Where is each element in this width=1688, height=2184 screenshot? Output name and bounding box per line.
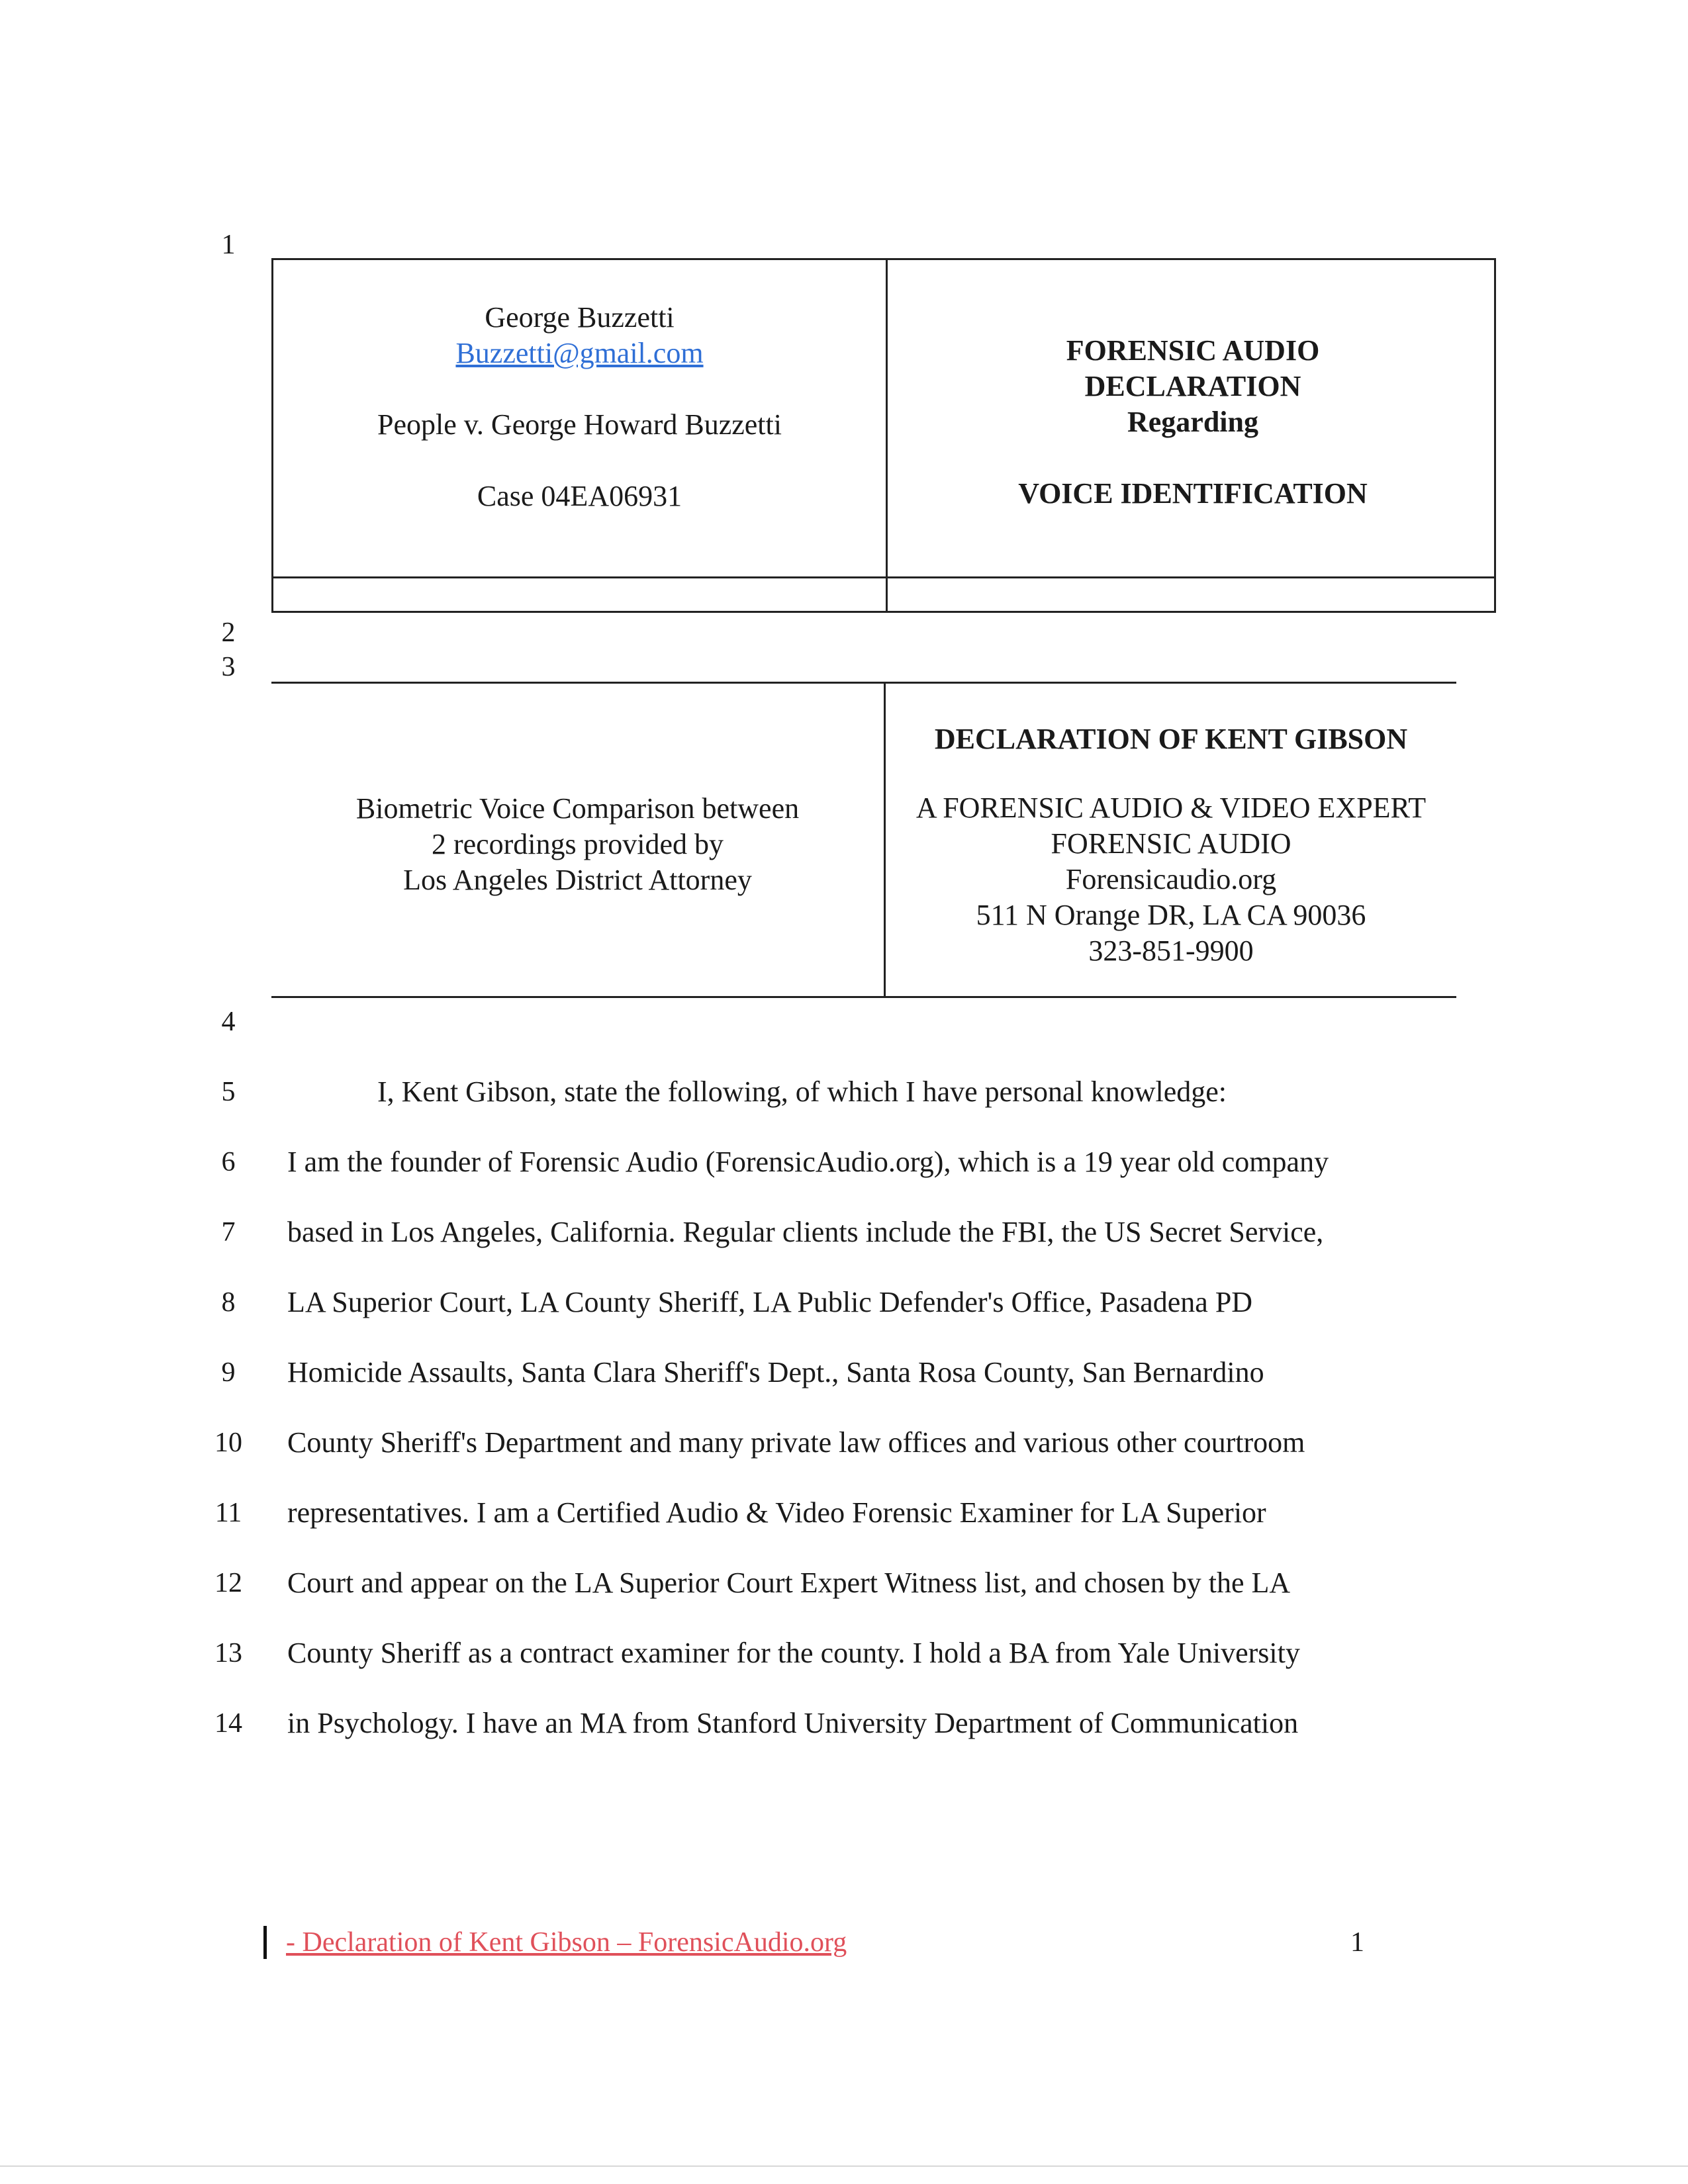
declarant-line: Forensicaudio.org xyxy=(1065,863,1277,895)
line-number: 1 xyxy=(221,230,236,260)
title-line: DECLARATION xyxy=(1084,370,1301,402)
line-number: 3 xyxy=(221,652,236,682)
declarant-line: A FORENSIC AUDIO & VIDEO EXPERT xyxy=(915,792,1427,824)
declarant-line: 511 N Orange DR, LA CA 90036 xyxy=(976,899,1366,931)
line-number: 8 xyxy=(221,1287,236,1318)
line-number: 9 xyxy=(221,1357,236,1388)
party-name: George Buzzetti xyxy=(485,301,675,334)
section-declarant xyxy=(886,721,1456,969)
line-number: 2 xyxy=(221,617,236,648)
footer-title-link[interactable]: - Declaration of Kent Gibson – ForensicAudio.org xyxy=(286,1927,847,1958)
case-number: Case 04EA06931 xyxy=(477,480,682,512)
section-subject xyxy=(271,791,884,898)
line-number: 4 xyxy=(221,1007,236,1037)
body-line: based in Los Angeles, California. Regular clients include the FBI, the US Secret Service, xyxy=(287,1216,1324,1248)
body-line: County Sheriff's Department and many private law offices and various other courtroom xyxy=(287,1426,1305,1459)
title-line: Regarding xyxy=(1127,406,1258,438)
declaration-heading: DECLARATION OF KENT GIBSON xyxy=(934,723,1408,755)
line-number: 7 xyxy=(221,1217,236,1248)
body-line: in Psychology. I have an MA from Stanford University Department of Communication xyxy=(287,1707,1299,1739)
caption-party-info xyxy=(273,300,886,514)
page-number: 1 xyxy=(1350,1927,1364,1958)
title-line: FORENSIC AUDIO xyxy=(1066,334,1320,367)
line-number: 10 xyxy=(214,1428,242,1458)
email-link[interactable]: Buzzetti@gmail.com xyxy=(455,337,704,369)
subject-line: 2 recordings provided by xyxy=(431,828,724,860)
line-number: 14 xyxy=(214,1708,242,1739)
subject-line: Biometric Voice Comparison between xyxy=(355,792,800,825)
caption-document-title xyxy=(888,333,1498,512)
body-line: Court and appear on the LA Superior Court Expert Witness list, and chosen by the LA xyxy=(287,1567,1291,1599)
line-number: 13 xyxy=(214,1638,242,1668)
line-number: 12 xyxy=(214,1568,242,1598)
line-number: 11 xyxy=(214,1498,242,1528)
body-line: County Sheriff as a contract examiner for the county. I hold a BA from Yale University xyxy=(287,1637,1300,1669)
body-line: I, Kent Gibson, state the following, of which I have personal knowledge: xyxy=(377,1075,1227,1108)
title-line: VOICE IDENTIFICATION xyxy=(1018,477,1368,510)
caption-box xyxy=(271,258,1496,613)
subject-line: Los Angeles District Attorney xyxy=(403,864,752,896)
body-line: I am the founder of Forensic Audio (ForensicAudio.org), which is a 19 year old company xyxy=(287,1146,1329,1178)
section-top-rule xyxy=(271,682,1456,684)
body-line: Homicide Assaults, Santa Clara Sheriff's Dept., Santa Rosa County, San Bernardino xyxy=(287,1356,1264,1388)
declarant-line: 323-851-9900 xyxy=(1088,934,1254,967)
body-line: LA Superior Court, LA County Sheriff, LA Public Defender's Office, Pasadena PD xyxy=(287,1286,1253,1318)
caption-divider-horizontal xyxy=(273,576,1494,578)
section-bottom-rule xyxy=(271,996,1456,998)
footer-change-bar xyxy=(263,1926,267,1959)
body-line: representatives. I am a Certified Audio & Video Forensic Examiner for LA Superior xyxy=(287,1496,1266,1529)
declarant-line: FORENSIC AUDIO xyxy=(1051,827,1291,860)
line-number: 5 xyxy=(221,1077,236,1107)
scan-edge-line xyxy=(0,2165,1688,2167)
case-title: People v. George Howard Buzzetti xyxy=(377,408,782,441)
line-number: 6 xyxy=(221,1147,236,1177)
